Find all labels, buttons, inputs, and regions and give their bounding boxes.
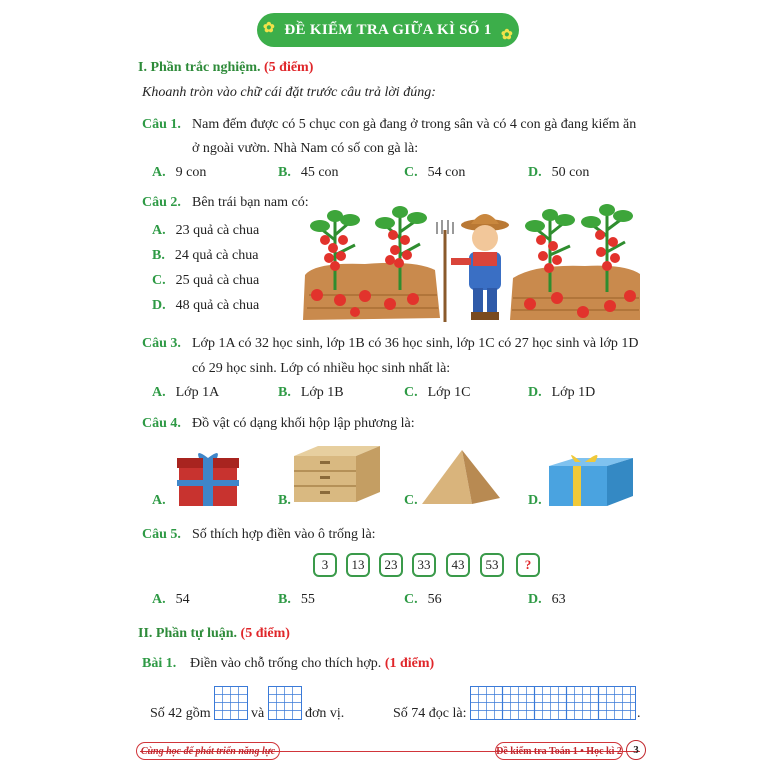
q3-line2: có 29 học sinh. Lớp có nhiều học sinh nhất là: bbox=[192, 361, 451, 376]
q5-option-c[interactable]: C. 56 bbox=[404, 592, 442, 607]
q5-label: Câu 5. bbox=[142, 527, 181, 542]
q3-option-c[interactable]: C. Lớp 1C bbox=[404, 385, 471, 400]
section2-points: (5 điểm) bbox=[240, 626, 290, 641]
q1-option-b[interactable]: B. 45 con bbox=[278, 165, 339, 180]
leaves-right bbox=[525, 204, 633, 232]
farmer bbox=[437, 214, 509, 322]
soil-bed-left bbox=[303, 263, 440, 320]
flower-icon: ✿ bbox=[263, 21, 276, 36]
page-number: 3 bbox=[626, 740, 646, 760]
bai1-end: . bbox=[637, 706, 641, 721]
q2-label: Câu 2. bbox=[142, 195, 181, 210]
bai1-heading bbox=[190, 656, 434, 672]
soil-bed-right bbox=[510, 266, 640, 320]
q4-text: Đồ vật có dạng khối hộp lập phương là: bbox=[192, 416, 415, 431]
q1-line1: Nam đếm được có 5 chục con gà đang ở trong sân và có 4 con gà đang kiếm ăn bbox=[192, 117, 637, 132]
page-banner bbox=[257, 13, 519, 47]
q1-line2: ở ngoài vườn. Nhà Nam có số con gà là: bbox=[192, 141, 419, 156]
footer-right: Đề kiểm tra Toán 1 • Học kì 2 bbox=[495, 742, 623, 760]
q1-option-c[interactable]: C. 54 con bbox=[404, 165, 466, 180]
tomato-farmer-illustration bbox=[295, 200, 645, 325]
drawer-cabinet-image bbox=[290, 444, 382, 504]
answer-grid-units[interactable] bbox=[268, 686, 302, 720]
q3-option-b[interactable]: B. Lớp 1B bbox=[278, 385, 344, 400]
bai1-part1-c: đơn vị. bbox=[305, 706, 345, 721]
q2-option-a[interactable]: A. 23 quả cà chua bbox=[152, 223, 260, 238]
q4-option-c[interactable]: C. bbox=[404, 493, 418, 508]
q2-option-b[interactable]: B. 24 quả cà chua bbox=[152, 248, 259, 263]
sequence-box: 33 bbox=[412, 553, 436, 577]
q5-option-d[interactable]: D. 63 bbox=[528, 592, 566, 607]
q3-option-a[interactable]: A. Lớp 1A bbox=[152, 385, 220, 400]
q4-option-a[interactable]: A. bbox=[152, 493, 166, 508]
bai1-part1-a: Số 42 gồm bbox=[150, 706, 211, 721]
bai1-label: Bài 1. bbox=[142, 656, 177, 671]
q1-option-d[interactable]: D. 50 con bbox=[528, 165, 590, 180]
sequence-blank-box[interactable]: ? bbox=[516, 553, 540, 577]
q1-label: Câu 1. bbox=[142, 117, 181, 132]
bai1-points: (1 điểm) bbox=[384, 656, 435, 671]
q3-label: Câu 3. bbox=[142, 336, 181, 351]
sequence-box: 3 bbox=[313, 553, 337, 577]
q5-option-a[interactable]: A. 54 bbox=[152, 592, 190, 607]
q1-option-a[interactable]: A. 9 con bbox=[152, 165, 207, 180]
sequence-box: 23 bbox=[379, 553, 403, 577]
q5-option-b[interactable]: B. 55 bbox=[278, 592, 315, 607]
section2-heading bbox=[138, 626, 290, 642]
q4-label: Câu 4. bbox=[142, 416, 181, 431]
pyramid-image bbox=[420, 448, 502, 506]
section2-title: II. Phần tự luận. bbox=[138, 626, 238, 641]
q2-option-c[interactable]: C. 25 quả cà chua bbox=[152, 273, 260, 288]
answer-grid-tens[interactable] bbox=[214, 686, 248, 720]
q3-option-d[interactable]: D. Lớp 1D bbox=[528, 385, 596, 400]
sequence-box: 43 bbox=[446, 553, 470, 577]
leaves-left bbox=[310, 206, 427, 232]
section1-heading bbox=[138, 60, 313, 76]
footer-left: Cùng học để phát triển năng lực bbox=[136, 742, 280, 760]
gift-box-red-image bbox=[175, 448, 241, 508]
q3-line1: Lớp 1A có 32 học sinh, lớp 1B có 36 học sinh, lớp 1C có 27 học sinh và lớp 1D bbox=[192, 336, 639, 351]
sequence-box: 13 bbox=[346, 553, 370, 577]
answer-grid-read[interactable] bbox=[470, 686, 636, 720]
instruction: Khoanh tròn vào chữ cái đặt trước câu trả lời đúng: bbox=[142, 85, 436, 100]
q2-option-d[interactable]: D. 48 quả cà chua bbox=[152, 298, 260, 313]
flower-icon: ✿ bbox=[500, 28, 513, 43]
bai1-part2: Số 74 đọc là: bbox=[393, 706, 467, 721]
q4-option-b[interactable]: B. bbox=[278, 493, 291, 508]
gift-box-blue-image bbox=[545, 450, 637, 508]
sequence-box: 53 bbox=[480, 553, 504, 577]
banner-title: ĐỀ KIỂM TRA GIỮA KÌ SỐ 1 bbox=[284, 21, 492, 38]
q2-text: Bên trái bạn nam có: bbox=[192, 195, 309, 210]
bai1-part1-b: và bbox=[251, 706, 265, 721]
section1-points: (5 điểm) bbox=[264, 60, 314, 75]
section1-title: I. Phần trắc nghiệm. bbox=[138, 60, 261, 75]
q5-text: Số thích hợp điền vào ô trống là: bbox=[192, 527, 376, 542]
bai1-text: Điền vào chỗ trống cho thích hợp. bbox=[190, 656, 382, 671]
q4-option-d[interactable]: D. bbox=[528, 493, 542, 508]
